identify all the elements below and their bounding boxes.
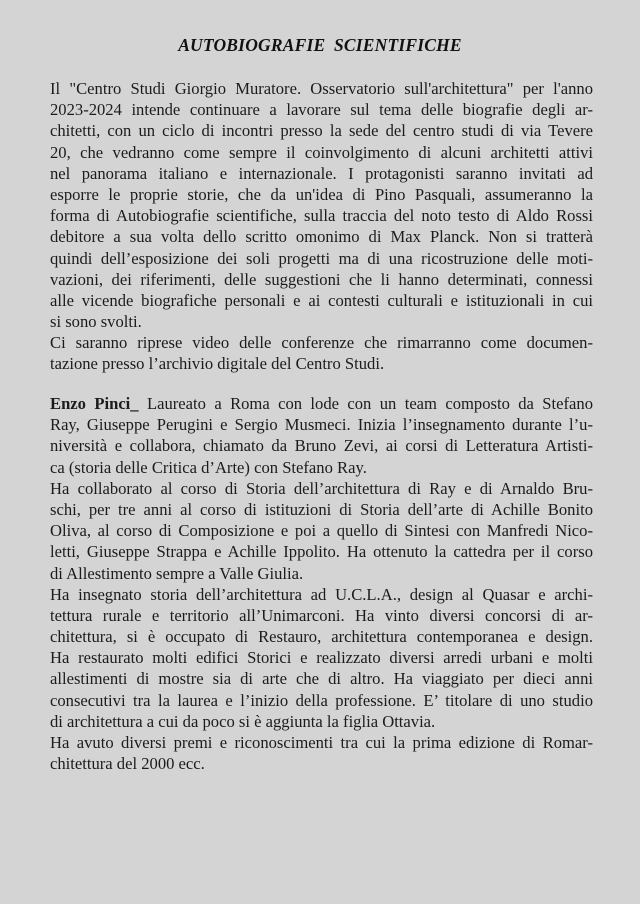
- text-line: Ha avuto diversi premi e riconoscimenti tra cui la prima edizione di Romar-: [50, 733, 593, 752]
- text-line: debitore a sua volta dello scritto omonimo di Max Planck. Non si tratterà: [50, 227, 593, 247]
- text-line: chitetti, con un ciclo di incontri presso la sede del centro studi di via Tevere: [50, 121, 593, 141]
- bio-first-line-text: Laureato a Roma con lode con un team composto da Stefano: [138, 394, 593, 413]
- intro-paragraph: [50, 78, 593, 375]
- text-line: vazioni, dei riferimenti, delle suggestioni che li hanno determinati, connessi: [50, 269, 593, 289]
- text-line: esporre le proprie storie, che da un'idea di Pino Pasquali, assumeranno la: [50, 184, 593, 204]
- text-line: Ha insegnato storia dell’architettura ad U.C.L.A., design al Quasar e archi-: [50, 584, 593, 604]
- bio-first-line: [50, 393, 593, 414]
- text-line: consecutivi tra la laurea e l’inizio della professione. E’ titolare di uno studio: [50, 690, 593, 710]
- text-line: 2023-2024 intende continuare a lavorare sul tema delle biografie degli ar-: [50, 100, 593, 120]
- text-line: chitettura del 2000 ecc.: [50, 754, 205, 774]
- text-line: tettura rurale e territorio all’Unimarconi. Ha vinto diversi concorsi di ar-: [50, 605, 593, 625]
- text-line: quindi dell’esposizione dei soli progetti ma di una ricostruzione delle moti-: [50, 248, 593, 268]
- bio-paragraph: [50, 393, 593, 774]
- text-line: Ci saranno riprese video delle conferenze che rimarranno come documen-: [50, 333, 593, 353]
- text-line: chitettura, si è occupato di Restauro, architettura contemporanea e design.: [50, 627, 593, 647]
- text-line: di architettura a cui da poco si è aggiunta la figlia Ottavia.: [50, 711, 436, 731]
- text-line: alle vicende biografiche personali e ai contesti culturali e istituzionali in cui: [50, 290, 593, 310]
- text-line: schi, per tre anni al corso di istituzioni di Storia dell’arte di Achille Bonito: [50, 499, 593, 519]
- text-line: Ha restaurato molti edifici Storici e realizzato diversi arredi urbani e molti: [50, 648, 593, 668]
- text-line: letti, Giuseppe Strappa e Achille Ippolito. Ha ottenuto la cattedra per il corso: [50, 542, 593, 562]
- text-line: niversità e collabora, chiamato da Bruno Zevi, ai corsi di Letteratura Artisti-: [50, 436, 593, 456]
- text-line: Ha collaborato al corso di Storia dell’architettura di Ray e di Arnaldo Bru-: [50, 478, 593, 498]
- text-line: forma di Autobiografie scientifiche, sulla traccia del noto testo di Aldo Rossi: [50, 206, 593, 226]
- text-line: Oliva, al corso di Composizione e poi a quello di Sintesi con Manfredi Nico-: [50, 521, 593, 541]
- text-line: di Allestimento sempre a Valle Giulia.: [50, 563, 304, 583]
- text-line: Il "Centro Studi Giorgio Muratore. Osservatorio sull'architettura" per l'anno: [50, 79, 593, 98]
- bio-name: Enzo Pinci_: [50, 394, 139, 413]
- document-title: AUTOBIOGRAFIE SCIENTIFICHE: [178, 35, 462, 55]
- text-line: Ray, Giuseppe Perugini e Sergio Musmeci. Inizia l’insegnamento durante l’u-: [50, 415, 593, 435]
- text-line: 20, che vedranno come sempre il coinvolgimento di alcuni architetti attivi: [50, 142, 593, 162]
- text-line: tazione presso l’archivio digitale del Centro Studi.: [50, 354, 385, 374]
- text-line: nel panorama italiano e internazionale. I protagonisti saranno invitati ad: [50, 163, 593, 183]
- text-line: ca (storia delle Critica d’Arte) con Stefano Ray.: [50, 457, 367, 477]
- text-line: si sono svolti.: [50, 312, 142, 332]
- text-line: allestimenti di mostre sia di arte che di altro. Ha viaggiato per dieci anni: [50, 669, 593, 689]
